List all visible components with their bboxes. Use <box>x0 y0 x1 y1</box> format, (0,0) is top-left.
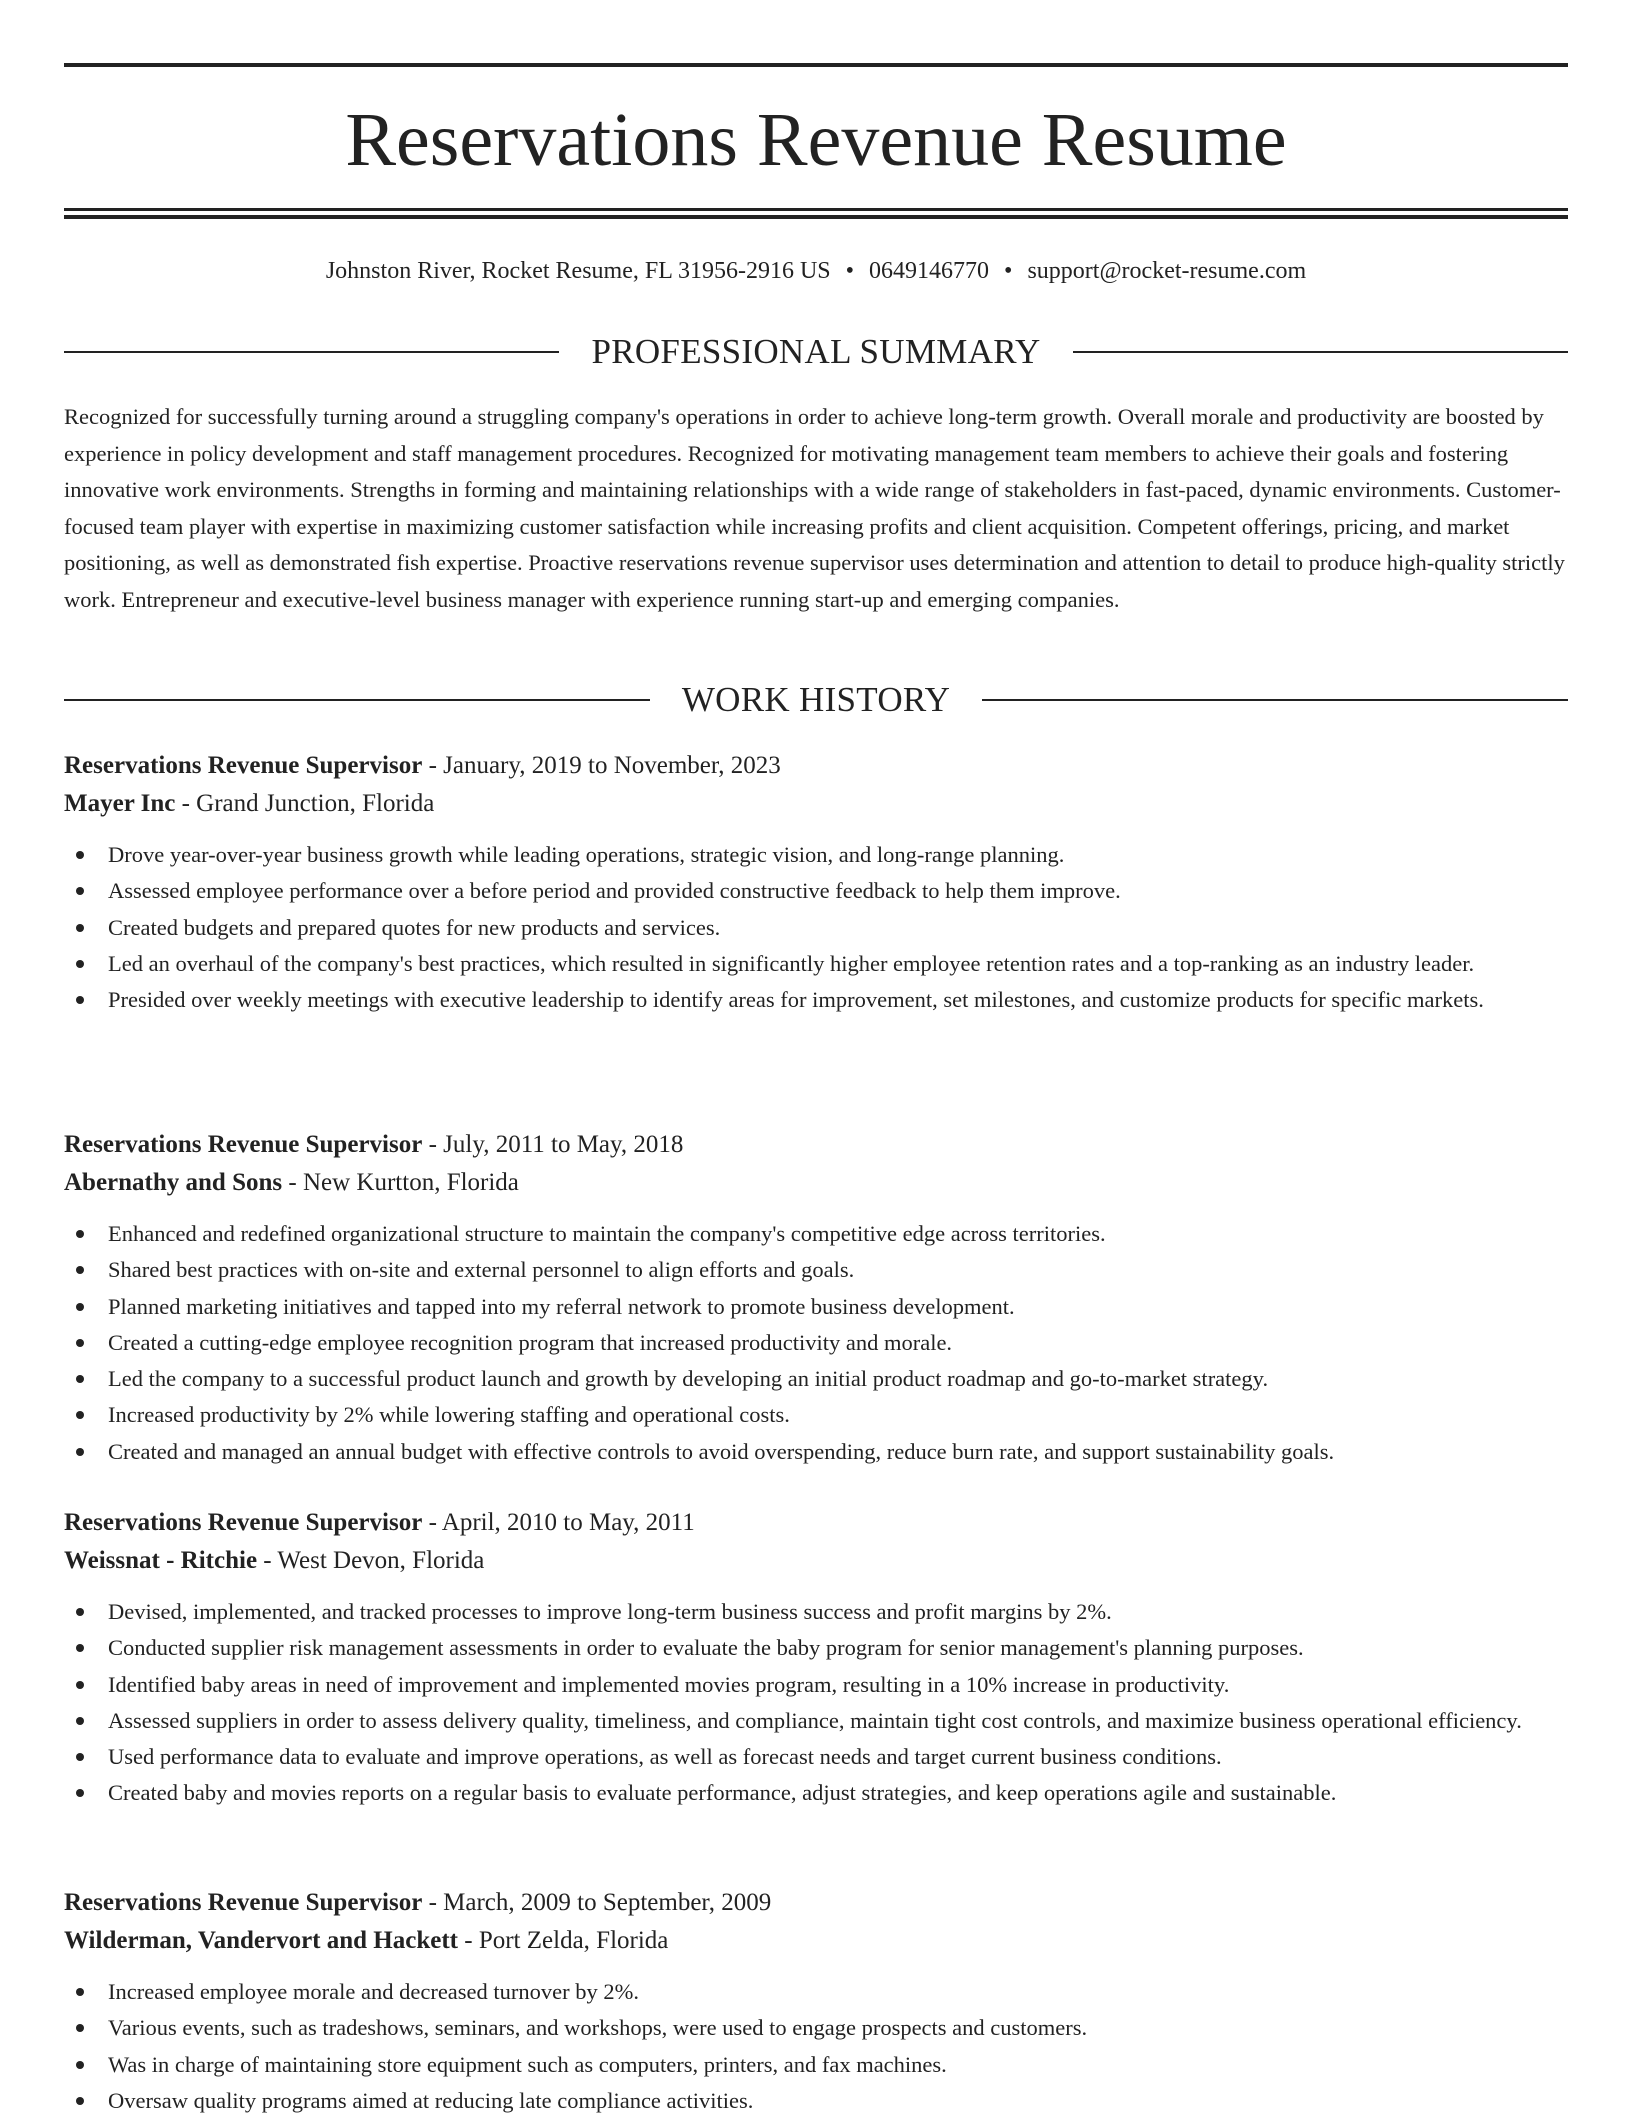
bullet-dot-icon <box>76 1644 84 1652</box>
bullet-text: Created and managed an annual budget with effective controls to avoid overspending, reduce burn rate, and support sustainability goals. <box>108 1438 1335 1464</box>
work-history-heading <box>64 678 1568 722</box>
job-title: Reservations Revenue Supervisor <box>64 752 423 779</box>
job-location: - New Kurtton, Florida <box>282 1169 519 1196</box>
list-item <box>64 1667 1568 1703</box>
bullet-text: Increased productivity by 2% while lowering staffing and operational costs. <box>108 1402 790 1428</box>
bullet-text: Planned marketing initiatives and tapped into my referral network to promote business development. <box>108 1293 1015 1319</box>
summary-heading-label: PROFESSIONAL SUMMARY <box>591 332 1041 371</box>
bullet-dot-icon <box>76 1789 84 1797</box>
list-item <box>64 1252 1568 1288</box>
bullet-text: Shared best practices with on-site and external personnel to align efforts and goals. <box>108 1257 855 1283</box>
bullet-text: Led an overhaul of the company's best practices, which resulted in significantly higher employee retention rates and a top-ranking as an industry leader. <box>108 950 1475 976</box>
bullet-text: Was in charge of maintaining store equipment such as computers, printers, and fax machines. <box>108 2051 947 2077</box>
bullet-text: Various events, such as tradeshows, seminars, and workshops, were used to engage prospects and customers. <box>108 2015 1088 2041</box>
job-title: Reservations Revenue Supervisor <box>64 1889 423 1916</box>
job-title-line <box>64 1126 1568 1164</box>
heading-rule-left <box>64 351 559 353</box>
bullet-text: Oversaw quality programs aimed at reducing late compliance activities. <box>108 2087 754 2113</box>
heading-rule-right <box>1073 351 1568 353</box>
resume-title: Reservations Revenue Resume <box>345 98 1287 182</box>
work-history-heading-label: WORK HISTORY <box>681 680 951 719</box>
list-item <box>64 2047 1568 2083</box>
bullet-dot-icon <box>76 1753 84 1761</box>
title-rule-upper <box>64 208 1568 211</box>
job-bullet-list <box>64 1594 1568 1812</box>
bullet-dot-icon <box>76 1303 84 1311</box>
bullet-text: Identified baby areas in need of improvement and implemented movies program, resulting in a 10% increase in productivity. <box>108 1671 1230 1697</box>
bullet-dot-icon <box>76 1681 84 1689</box>
bullet-dot-icon <box>76 960 84 968</box>
list-item <box>64 2010 1568 2046</box>
job-bullet-list <box>64 837 1568 1018</box>
job-title-line <box>64 1504 1568 1542</box>
bullet-dot-icon <box>76 924 84 932</box>
bullet-text: Created a cutting-edge employee recognition program that increased productivity and morale. <box>108 1329 953 1355</box>
bullet-text: Drove year-over-year business growth while leading operations, strategic vision, and long-range planning. <box>108 842 1065 867</box>
list-item <box>64 837 1568 873</box>
bullet-dot-icon <box>76 2097 84 2105</box>
contact-separator: • <box>1004 258 1013 284</box>
job-entry <box>64 747 1568 1018</box>
bullet-dot-icon <box>76 1448 84 1456</box>
bullet-dot-icon <box>76 2024 84 2032</box>
job-entry <box>64 1504 1568 1812</box>
job-company: Wilderman, Vandervort and Hackett <box>64 1927 458 1954</box>
job-company-line <box>64 785 1568 823</box>
list-item <box>64 1361 1568 1397</box>
heading-rule-left <box>64 699 650 701</box>
job-company-line <box>64 1542 1568 1580</box>
list-item <box>64 982 1568 1018</box>
bullet-text: Devised, implemented, and tracked processes to improve long-term business success and profit margins by 2%. <box>108 1599 1112 1624</box>
summary-heading <box>64 330 1568 374</box>
job-company: Abernathy and Sons <box>64 1169 283 1196</box>
top-rule <box>64 63 1568 67</box>
bullet-dot-icon <box>76 1339 84 1347</box>
bullet-text: Assessed suppliers in order to assess delivery quality, timeliness, and compliance, maintain tight cost controls, and maximize business operational efficiency. <box>108 1707 1522 1733</box>
job-dates: - January, 2019 to November, 2023 <box>422 752 781 779</box>
bullet-dot-icon <box>76 2061 84 2069</box>
bullet-dot-icon <box>76 851 84 859</box>
job-company-line <box>64 1164 1568 1202</box>
contact-address: Johnston River, Rocket Resume, FL 31956-2916 US <box>325 258 831 284</box>
heading-rule-right <box>982 699 1568 701</box>
list-item <box>64 946 1568 982</box>
bullet-text: Used performance data to evaluate and improve operations, as well as forecast needs and target current business conditions. <box>108 1744 1222 1770</box>
list-item <box>64 2083 1568 2119</box>
job-bullet-list <box>64 1974 1568 2119</box>
bullet-text: Enhanced and redefined organizational structure to maintain the company's competitive edge across territories. <box>108 1221 1106 1246</box>
job-company: Mayer Inc <box>64 790 176 817</box>
bullet-dot-icon <box>76 1411 84 1419</box>
bullet-text: Conducted supplier risk management assessments in order to evaluate the baby program for senior management's planning purposes. <box>108 1635 1304 1661</box>
list-item <box>64 1289 1568 1325</box>
list-item <box>64 910 1568 946</box>
job-company: Weissnat - Ritchie <box>64 1547 258 1574</box>
job-title: Reservations Revenue Supervisor <box>64 1509 423 1536</box>
job-title: Reservations Revenue Supervisor <box>64 1131 423 1158</box>
job-company-line <box>64 1922 1568 1960</box>
bullet-dot-icon <box>76 1608 84 1616</box>
list-item <box>64 1739 1568 1775</box>
list-item <box>64 1325 1568 1361</box>
list-item <box>64 1397 1568 1433</box>
bullet-dot-icon <box>76 1375 84 1383</box>
list-item <box>64 1703 1568 1739</box>
bullet-text: Presided over weekly meetings with executive leadership to identify areas for improvement, set milestones, and customize products for specific markets. <box>108 987 1484 1013</box>
contact-phone: 0649146770 <box>869 258 990 284</box>
job-location: - Port Zelda, Florida <box>458 1927 669 1954</box>
list-item <box>64 1630 1568 1666</box>
job-location: - Grand Junction, Florida <box>175 790 435 817</box>
bullet-text: Assessed employee performance over a before period and provided constructive feedback to help them improve. <box>108 878 1121 904</box>
bullet-text: Increased employee morale and decreased turnover by 2%. <box>108 1979 640 2004</box>
bullet-dot-icon <box>76 996 84 1004</box>
job-title-line <box>64 747 1568 785</box>
job-dates: - April, 2010 to May, 2011 <box>422 1509 695 1536</box>
bullet-dot-icon <box>76 1266 84 1274</box>
job-bullet-list <box>64 1216 1568 1470</box>
bullet-text: Created baby and movies reports on a regular basis to evaluate performance, adjust strategies, and keep operations agile and sustainable. <box>108 1780 1337 1806</box>
bullet-dot-icon <box>76 1988 84 1996</box>
bullet-text: Created budgets and prepared quotes for new products and services. <box>108 914 721 940</box>
list-item <box>64 1216 1568 1252</box>
job-entry <box>64 1126 1568 1470</box>
summary-text: Recognized for successfully turning around a struggling company's operations in order to achieve long-term growth. Overall morale and productivity are boosted by experience in policy development and staff management procedures. Recognized for motivating management team members to achieve their goals and fostering innovative work environments. Strengths in forming and maintaining relationships with a wide range of stakeholders in fast-paced, dynamic environments. Customer-focused team player with expertise in maximizing customer satisfaction while increasing profits and client acquisition. Competent offerings, pricing, and market positioning, as well as demonstrated fish expertise. Proactive reservations revenue supervisor uses determination and attention to detail to produce high-quality strictly work. Entrepreneur and executive-level business manager with experience running start-up and emerging companies. <box>64 404 1565 612</box>
job-entry <box>64 1884 1568 2119</box>
list-item <box>64 1775 1568 1811</box>
bullet-dot-icon <box>76 1230 84 1238</box>
job-title-line <box>64 1884 1568 1922</box>
list-item <box>64 1974 1568 2010</box>
bullet-text: Led the company to a successful product launch and growth by developing an initial product roadmap and go-to-market strategy. <box>108 1366 1269 1392</box>
contact-email: support@rocket-resume.com <box>1027 258 1307 284</box>
bullet-dot-icon <box>76 1717 84 1725</box>
job-location: - West Devon, Florida <box>257 1547 485 1574</box>
bullet-dot-icon <box>76 887 84 895</box>
contact-separator: • <box>845 258 855 284</box>
title-rule-lower <box>64 215 1568 219</box>
list-item <box>64 1594 1568 1630</box>
job-dates: - July, 2011 to May, 2018 <box>422 1131 684 1158</box>
list-item <box>64 1434 1568 1470</box>
contact-line <box>64 254 1568 288</box>
list-item <box>64 873 1568 909</box>
job-dates: - March, 2009 to September, 2009 <box>422 1889 772 1916</box>
